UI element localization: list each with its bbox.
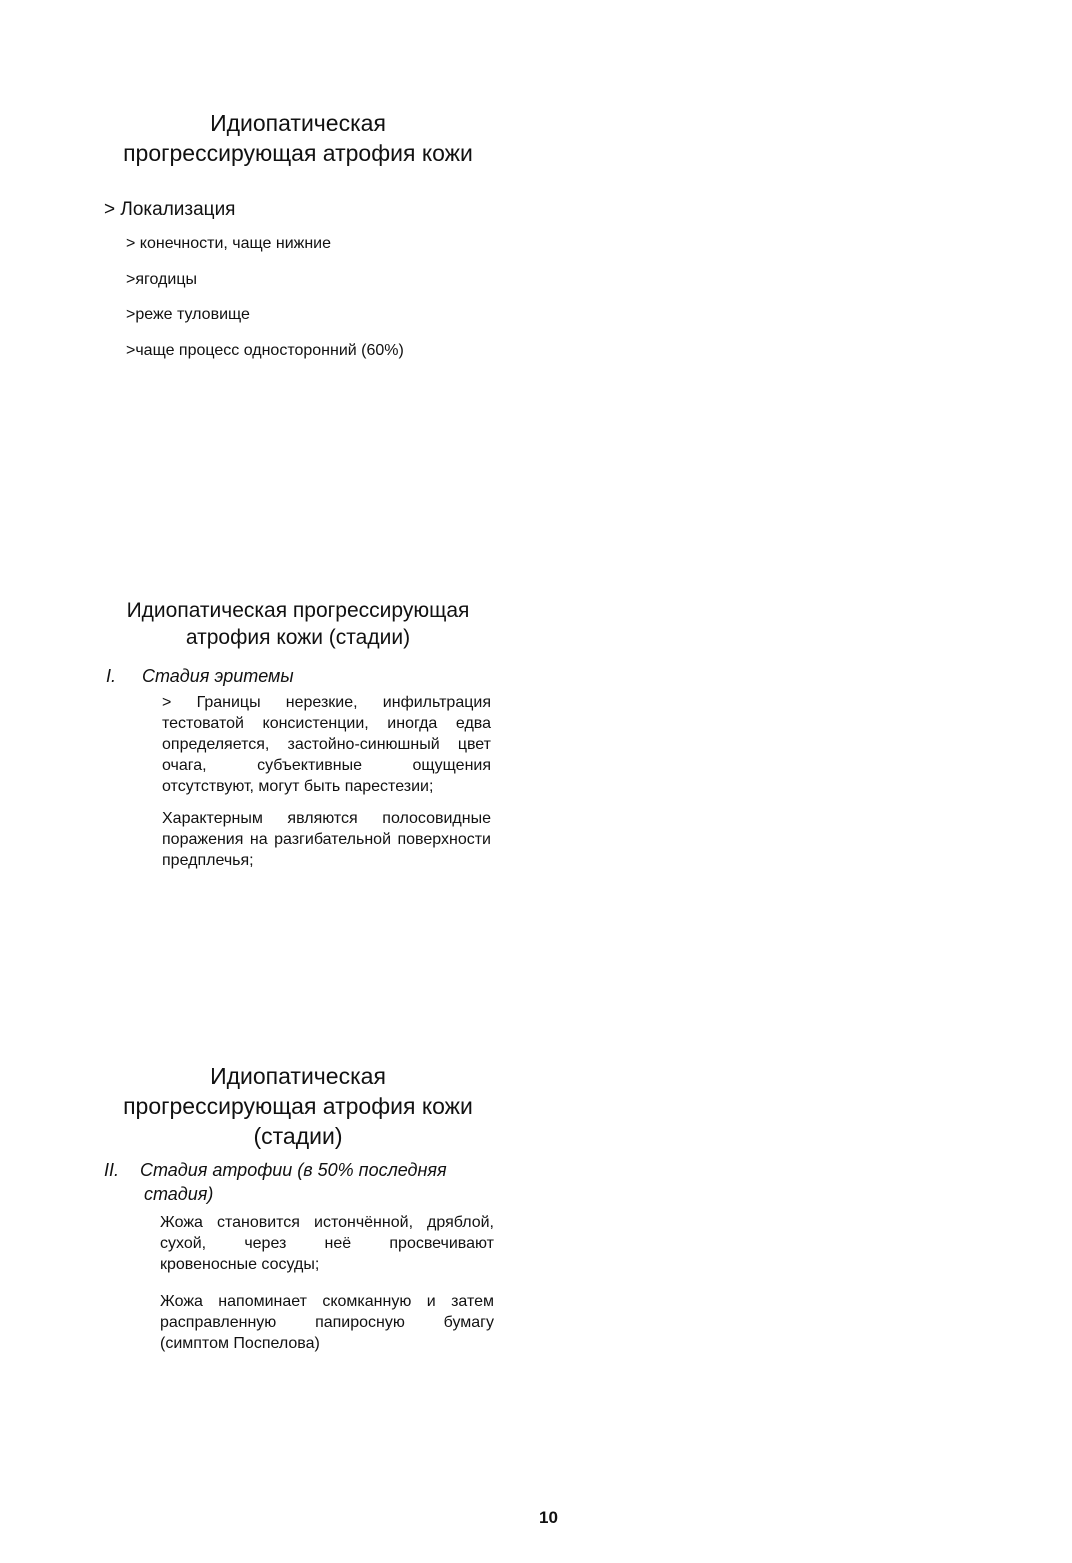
slide2-paragraph-1: > Границы нерезкие, инфильтрация тестоватой консистенции, иногда едва определяется, застойно-синюшный цвет очага, субъективные ощущения отсутствуют, могут быть парестезии; xyxy=(162,694,491,795)
slide3-title-line-1: Идиопатическая xyxy=(210,1063,386,1089)
slide3-stage xyxy=(104,1158,504,1206)
page-number: 10 xyxy=(539,1508,558,1527)
slide2-stage-number: I. xyxy=(106,666,117,686)
slide2-stage-title: Стадия эритемы xyxy=(142,666,294,686)
slide1-heading: > Локализация xyxy=(104,199,236,220)
slide1-item-3: >реже туловище xyxy=(126,306,250,323)
slide3-stage-title-line-1: Стадия атрофии (в 50% последняя xyxy=(140,1160,447,1180)
slide2-stage xyxy=(106,664,506,688)
slide1-item-4: >чаще процесс односторонний (60%) xyxy=(126,342,404,359)
slide1-title xyxy=(98,108,498,168)
slide2-title xyxy=(98,597,498,651)
slide2-title-line-1: Идиопатическая прогрессирующая xyxy=(126,599,470,622)
slide1-item-1: > конечности, чаще нижние xyxy=(126,235,332,252)
slide2-title-line-2: атрофия кожи (стадии) xyxy=(185,626,411,649)
slide3-paragraph-2: Жожа напоминает скомканную и затем расправленную папиросную бумагу (симптом Поспелова) xyxy=(160,1293,494,1352)
slide1-title-line-1: Идиопатическая xyxy=(210,110,386,136)
slide3-paragraph-1: Жожа становится истончённой, дряблой, сухой, через неё просвечивают кровеносные сосуды; xyxy=(160,1214,494,1273)
slide2-paragraph-2: Характерным являются полосовидные поражения на разгибательной поверхности предплечья; xyxy=(162,810,491,869)
slide3-title-line-3: (стадии) xyxy=(253,1123,343,1149)
slide3-stage-number: II. xyxy=(104,1160,120,1180)
slide3-title-line-2: прогрессирующая атрофия кожи xyxy=(123,1093,473,1119)
slide3-stage-title-line-2: стадия) xyxy=(144,1184,214,1204)
slide1-item-2: >ягодицы xyxy=(126,271,197,288)
slide1-title-line-2: прогрессирующая атрофия кожи xyxy=(123,140,473,166)
slide3-title xyxy=(98,1061,498,1151)
